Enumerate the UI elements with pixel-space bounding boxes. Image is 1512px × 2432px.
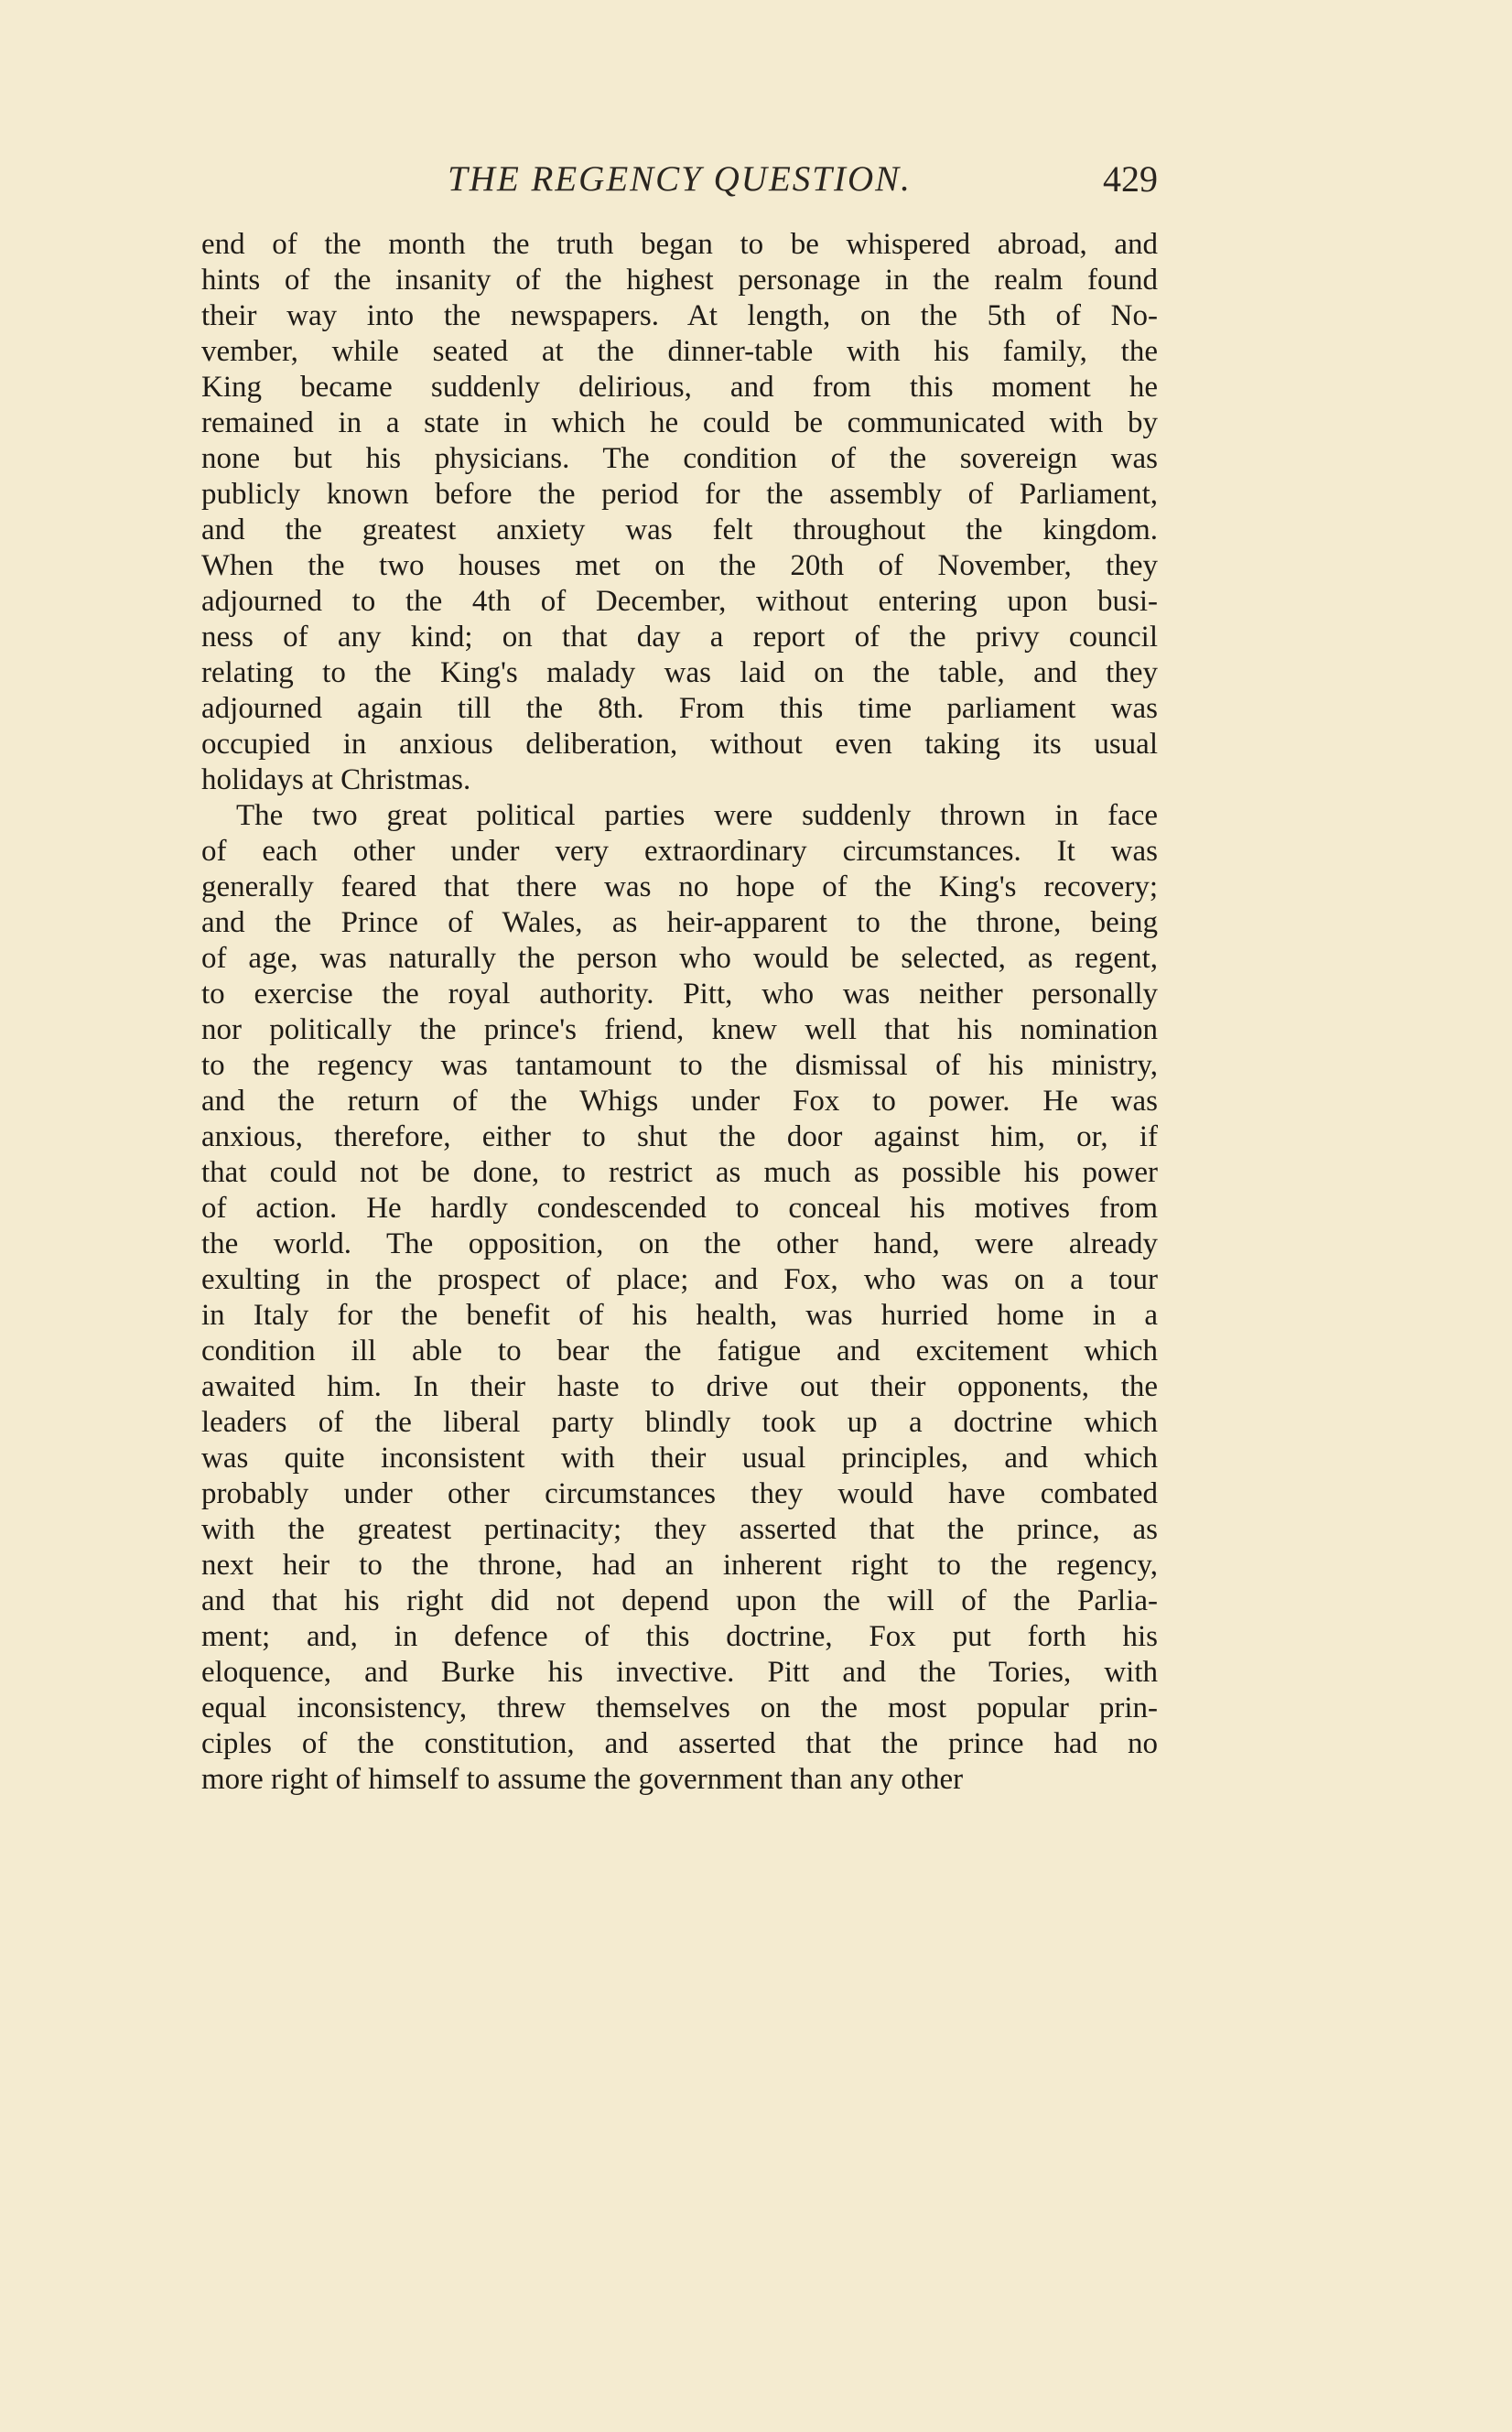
- paragraph-container: [201, 227, 1158, 1798]
- paragraph: [201, 798, 1158, 1798]
- text-line: the world. The opposition, on the other hand, were already: [201, 1227, 1158, 1260]
- text-line: end of the month the truth began to be whispered abroad, and: [201, 228, 1158, 261]
- text-line: and the return of the Whigs under Fox to power. He was: [201, 1085, 1158, 1118]
- text-line: was quite inconsistent with their usual principles, and which: [201, 1442, 1158, 1475]
- page-number: 429: [1103, 158, 1158, 200]
- text-line: and the greatest anxiety was felt throughout the kingdom.: [201, 513, 1158, 546]
- text-line: publicly known before the period for the assembly of Parliament,: [201, 478, 1158, 511]
- text-line: adjourned to the 4th of December, without entering upon busi-: [201, 585, 1158, 618]
- text-line: of age, was naturally the person who would be selected, as regent,: [201, 942, 1158, 975]
- text-line: next heir to the throne, had an inherent right to the regency,: [201, 1549, 1158, 1582]
- text-line: generally feared that there was no hope of the King's recovery;: [201, 870, 1158, 903]
- text-line: more right of himself to assume the government than any other: [201, 1763, 964, 1796]
- text-line: ciples of the constitution, and asserted that the prince had no: [201, 1727, 1158, 1760]
- text-line: and that his right did not depend upon the will of the Parlia-: [201, 1584, 1158, 1617]
- text-line: King became suddenly delirious, and from this moment he: [201, 371, 1158, 404]
- text-line: eloquence, and Burke his invective. Pitt and the Tories, with: [201, 1656, 1158, 1689]
- text-line: leaders of the liberal party blindly took up a doctrine which: [201, 1406, 1158, 1439]
- text-line: that could not be done, to restrict as much as possible his power: [201, 1156, 1158, 1189]
- text-line: their way into the newspapers. At length, on the 5th of No-: [201, 299, 1158, 332]
- text-line: nor politically the prince's friend, knew well that his nomination: [201, 1013, 1158, 1046]
- text-line: adjourned again till the 8th. From this time parliament was: [201, 692, 1158, 725]
- text-line: to the regency was tantamount to the dismissal of his ministry,: [201, 1049, 1158, 1082]
- text-line: The two great political parties were suddenly thrown in face: [236, 799, 1158, 832]
- text-line: condition ill able to bear the fatigue and excitement which: [201, 1335, 1158, 1367]
- text-line: holidays at Christmas.: [201, 763, 471, 796]
- text-line: remained in a state in which he could be communicated with by: [201, 406, 1158, 439]
- text-line: occupied in anxious deliberation, without even taking its usual: [201, 728, 1158, 761]
- text-line: in Italy for the benefit of his health, was hurried home in a: [201, 1299, 1158, 1332]
- text-line: ment; and, in defence of this doctrine, Fox put forth his: [201, 1620, 1158, 1653]
- text-line: none but his physicians. The condition of the sovereign was: [201, 442, 1158, 475]
- text-line: ness of any kind; on that day a report of the privy council: [201, 621, 1158, 654]
- text-line: anxious, therefore, either to shut the door against him, or, if: [201, 1120, 1158, 1153]
- text-line: relating to the King's malady was laid on the table, and they: [201, 656, 1158, 689]
- running-title: THE REGENCY QUESTION.: [448, 159, 912, 199]
- text-line: with the greatest pertinacity; they asserted that the prince, as: [201, 1513, 1158, 1546]
- text-line: exulting in the prospect of place; and Fox, who was on a tour: [201, 1263, 1158, 1296]
- text-line: of each other under very extraordinary circumstances. It was: [201, 835, 1158, 868]
- text-line: awaited him. In their haste to drive out their opponents, the: [201, 1370, 1158, 1403]
- running-head: [201, 152, 1158, 207]
- body-text: [201, 227, 1158, 1798]
- text-line: probably under other circumstances they would have combated: [201, 1477, 1158, 1510]
- paragraph: [201, 227, 1158, 798]
- text-line: and the Prince of Wales, as heir-apparent to the throne, being: [201, 906, 1158, 939]
- text-line: When the two houses met on the 20th of November, they: [201, 549, 1158, 582]
- text-line: equal inconsistency, threw themselves on the most popular prin-: [201, 1692, 1158, 1724]
- text-line: of action. He hardly condescended to conceal his motives from: [201, 1192, 1158, 1225]
- text-line: vember, while seated at the dinner-table with his family, the: [201, 335, 1158, 368]
- text-line: to exercise the royal authority. Pitt, who was neither personally: [201, 978, 1158, 1011]
- text-line: hints of the insanity of the highest personage in the realm found: [201, 264, 1158, 297]
